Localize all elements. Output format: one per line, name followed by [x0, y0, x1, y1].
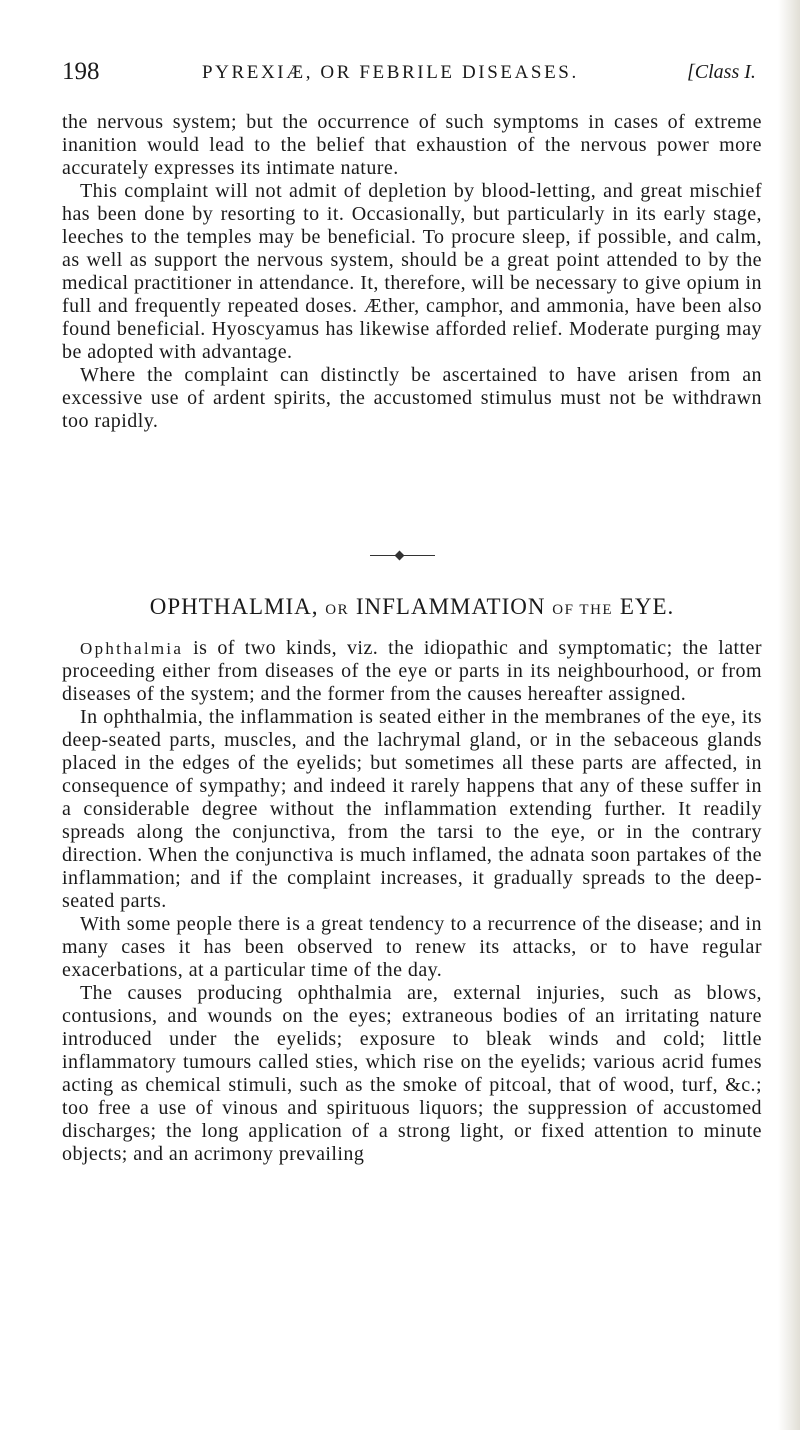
paragraph: In ophthalmia, the inflammation is seated either in the membranes of the eye, its deep-seated parts, muscles, and the lachrymal gland, or in the sebaceous glands placed in the edges of the eyelids; but sometimes all these parts are affected, in consequence of sympathy; and indeed it rarely happens that any of these suffer in a considerable degree without the inflammation extending further. It readily spreads along the conjunctiva, from the tarsi to the eye, or in the contrary direction. When the conjunctiva is much inflamed, the adnata soon partakes of the inflammation; and if the complaint increases, it gradually spreads to the deep-seated parts. — [62, 706, 762, 912]
paragraph: the nervous system; but the occurrence of such symptoms in cases of extreme inanition would lead to the belief that exhaustion of the nervous power more accurately expresses its intimate nature. — [62, 111, 762, 179]
class-label: [Class I. — [687, 61, 756, 83]
page-number: 198 — [62, 58, 100, 85]
body-text-top — [62, 111, 762, 433]
body-text-ophthalmia — [62, 637, 762, 1166]
title-or: OR — [325, 602, 350, 618]
running-title: PYREXIÆ, OR FEBRILE DISEASES. — [202, 62, 579, 83]
title-of-the: OF THE — [552, 602, 614, 618]
title-eye: EYE. — [619, 594, 675, 619]
paragraph: Where the complaint can distinctly be ascertained to have arisen from an excessive use of ardent spirits, the accustomed stimulus must not be withdrawn too rapidly. — [62, 364, 762, 432]
title-inflammation: INFLAMMATION — [355, 594, 546, 619]
page-header — [62, 58, 762, 88]
lead-word: Ophthalmia — [80, 639, 184, 658]
paragraph-rest: is of two kinds, viz. the idiopathic and symptomatic; the latter proceeding either from diseases of the eye or parts in its neighbourhood, or from diseases of the system; and the former from the causes hereafter assigned. — [62, 637, 762, 705]
section-title — [62, 594, 762, 620]
title-ophthalmia: OPHTHALMIA, — [149, 594, 319, 619]
divider-ornament-icon — [395, 551, 405, 561]
paragraph: With some people there is a great tendency to a recurrence of the disease; and in many cases it has been observed to renew its attacks, or to have regular exacerbations, at a particular time of the day. — [62, 913, 762, 981]
paragraph: The causes producing ophthalmia are, external injuries, such as blows, contusions, and wounds on the eyes; extraneous bodies of an irritating nature introduced under the eyelids; exposure to bleak winds and cold; little inflammatory tumours called sties, which rise on the eyelids; various acrid fumes acting as chemical stimuli, such as the smoke of pitcoal, that of wood, turf, &c.; too free a use of vinous and spirituous liquors; the suppression of accustomed discharges; the long application of a strong light, or fixed attention to minute objects; and an acrimony prevailing — [62, 982, 762, 1165]
section-divider — [370, 554, 435, 558]
paragraph — [62, 637, 762, 706]
paragraph: This complaint will not admit of depletion by blood-letting, and great mischief has been done by resorting to it. Occasionally, but particularly in its early stage, leeches to the temples may be beneficial. To procure sleep, if possible, and calm, as well as support the nervous system, should be a great point attended to by the medical practitioner in attendance. It, therefore, will be necessary to give opium in full and frequently repeated doses. Æther, camphor, and ammonia, have been also found beneficial. Hyoscyamus has likewise afforded relief. Moderate purging may be adopted with advantage. — [62, 180, 762, 363]
page-edge-shadow — [778, 0, 800, 1430]
